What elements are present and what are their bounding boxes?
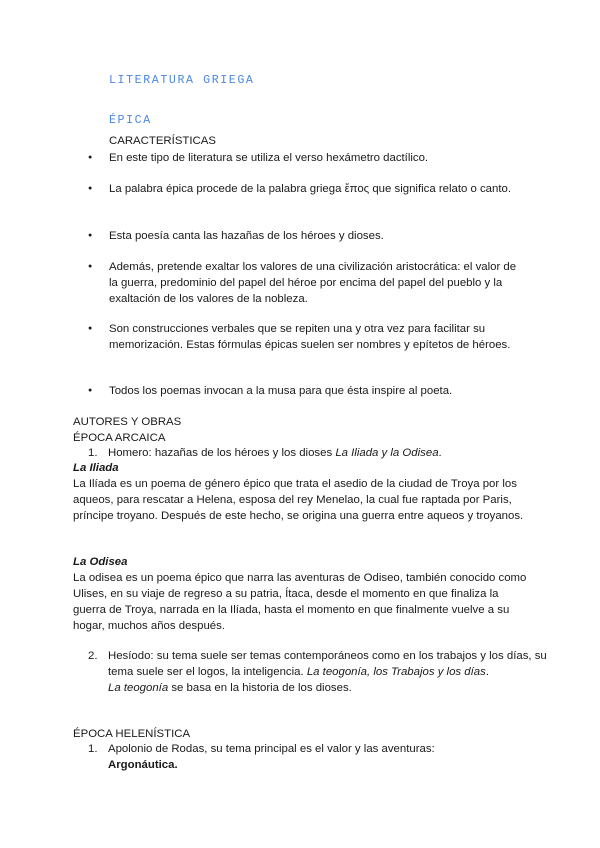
item-end: . [485,666,489,678]
numbered-item-apolonio [88,741,548,773]
numbered-item-hesiodo [88,648,548,696]
item-number: 2. [88,650,98,662]
epoca-arcaica-heading: ÉPOCA ARCAICA [73,432,166,444]
odisea-paragraph: La odisea es un poema épico que narra las aventuras de Odiseo, también conocido como Ulises, en su viaje de regreso a su patria, Ítaca, desde el momento en que finaliza la guerra de Troya, narrada en la Ilíada, hasta el momento en que finalmente vuelve a su hogar, muchos años después. [73,572,527,632]
item-line2-italic: La teogonía [108,682,169,694]
item-end: . [438,447,442,459]
iliada-paragraph: La Ilíada es un poema de género épico que trata el asedio de la ciudad de Troya por los aqueos, para rescatar a Helena, esposa del rey Menelao, la cual fue raptada por Paris, príncipe troyano. Después de este hecho, se origina una guerra entre aqueos y troyanos. [73,478,524,522]
list-item: ● Además, pretende exaltar los valores de una civilización aristocrática: el valor de la guerra, predominio del papel del héroe por encima del papel del pueblo y la exaltación de los valores de la nobleza. [88,259,518,307]
item-number: 1. [88,743,98,755]
section-heading-epica: ÉPICA [109,114,152,127]
epoca-helenistica-heading: ÉPOCA HELENÍSTICA [73,728,191,740]
odisea-title: La Odisea [73,556,128,568]
item-text: Homero: hazañas de los héroes y los dioses [108,447,336,459]
characteristics-list-3 [88,228,518,244]
autores-heading: AUTORES Y OBRAS [73,416,182,428]
odisea-heading [73,554,533,570]
iliada-title: La Iliada [73,462,119,474]
list-item: ● Son construcciones verbales que se repiten una y otra vez para facilitar su memorización. Estas fórmulas épicas suelen ser nombres y epítetos de héroes. [88,321,518,353]
item-text: Apolonio de Rodas, su tema principal es el valor y las aventuras: [108,743,435,755]
characteristics-list-5 [88,321,518,353]
iliada-heading [73,460,533,476]
list-item: ● La palabra épica procede de la palabra griega ἔπος que significa relato o canto. [88,181,518,197]
list-item: ● En este tipo de literatura se utiliza el verso hexámetro dactílico. [88,150,518,166]
characteristics-list-4 [88,259,518,307]
item-line2-text: se basa en la historia de los dioses. [168,682,352,694]
item-italic: La Iliada y la Odisea [335,447,439,459]
document-title: LITERATURA GRIEGA [109,74,255,87]
numbered-item-homero [88,445,548,461]
characteristics-list [88,150,518,166]
caracteristicas-heading: CARACTERÍSTICAS [109,135,216,147]
item-number: 1. [88,447,98,459]
characteristics-list-2 [88,181,518,197]
item-bold: Argonáutica. [108,759,178,771]
list-item: ● Todos los poemas invocan a la musa para que ésta inspire al poeta. [88,383,518,399]
characteristics-list-6 [88,383,518,399]
item-italic: La teogonía, los Trabajos y los días [306,666,486,678]
list-item: ● Esta poesía canta las hazañas de los héroes y dioses. [88,228,518,244]
item-text: Hesíodo: su tema suele ser temas contemporáneos como en los trabajos y los días, su tema suele ser el logos, la inteligencia. [108,650,547,678]
